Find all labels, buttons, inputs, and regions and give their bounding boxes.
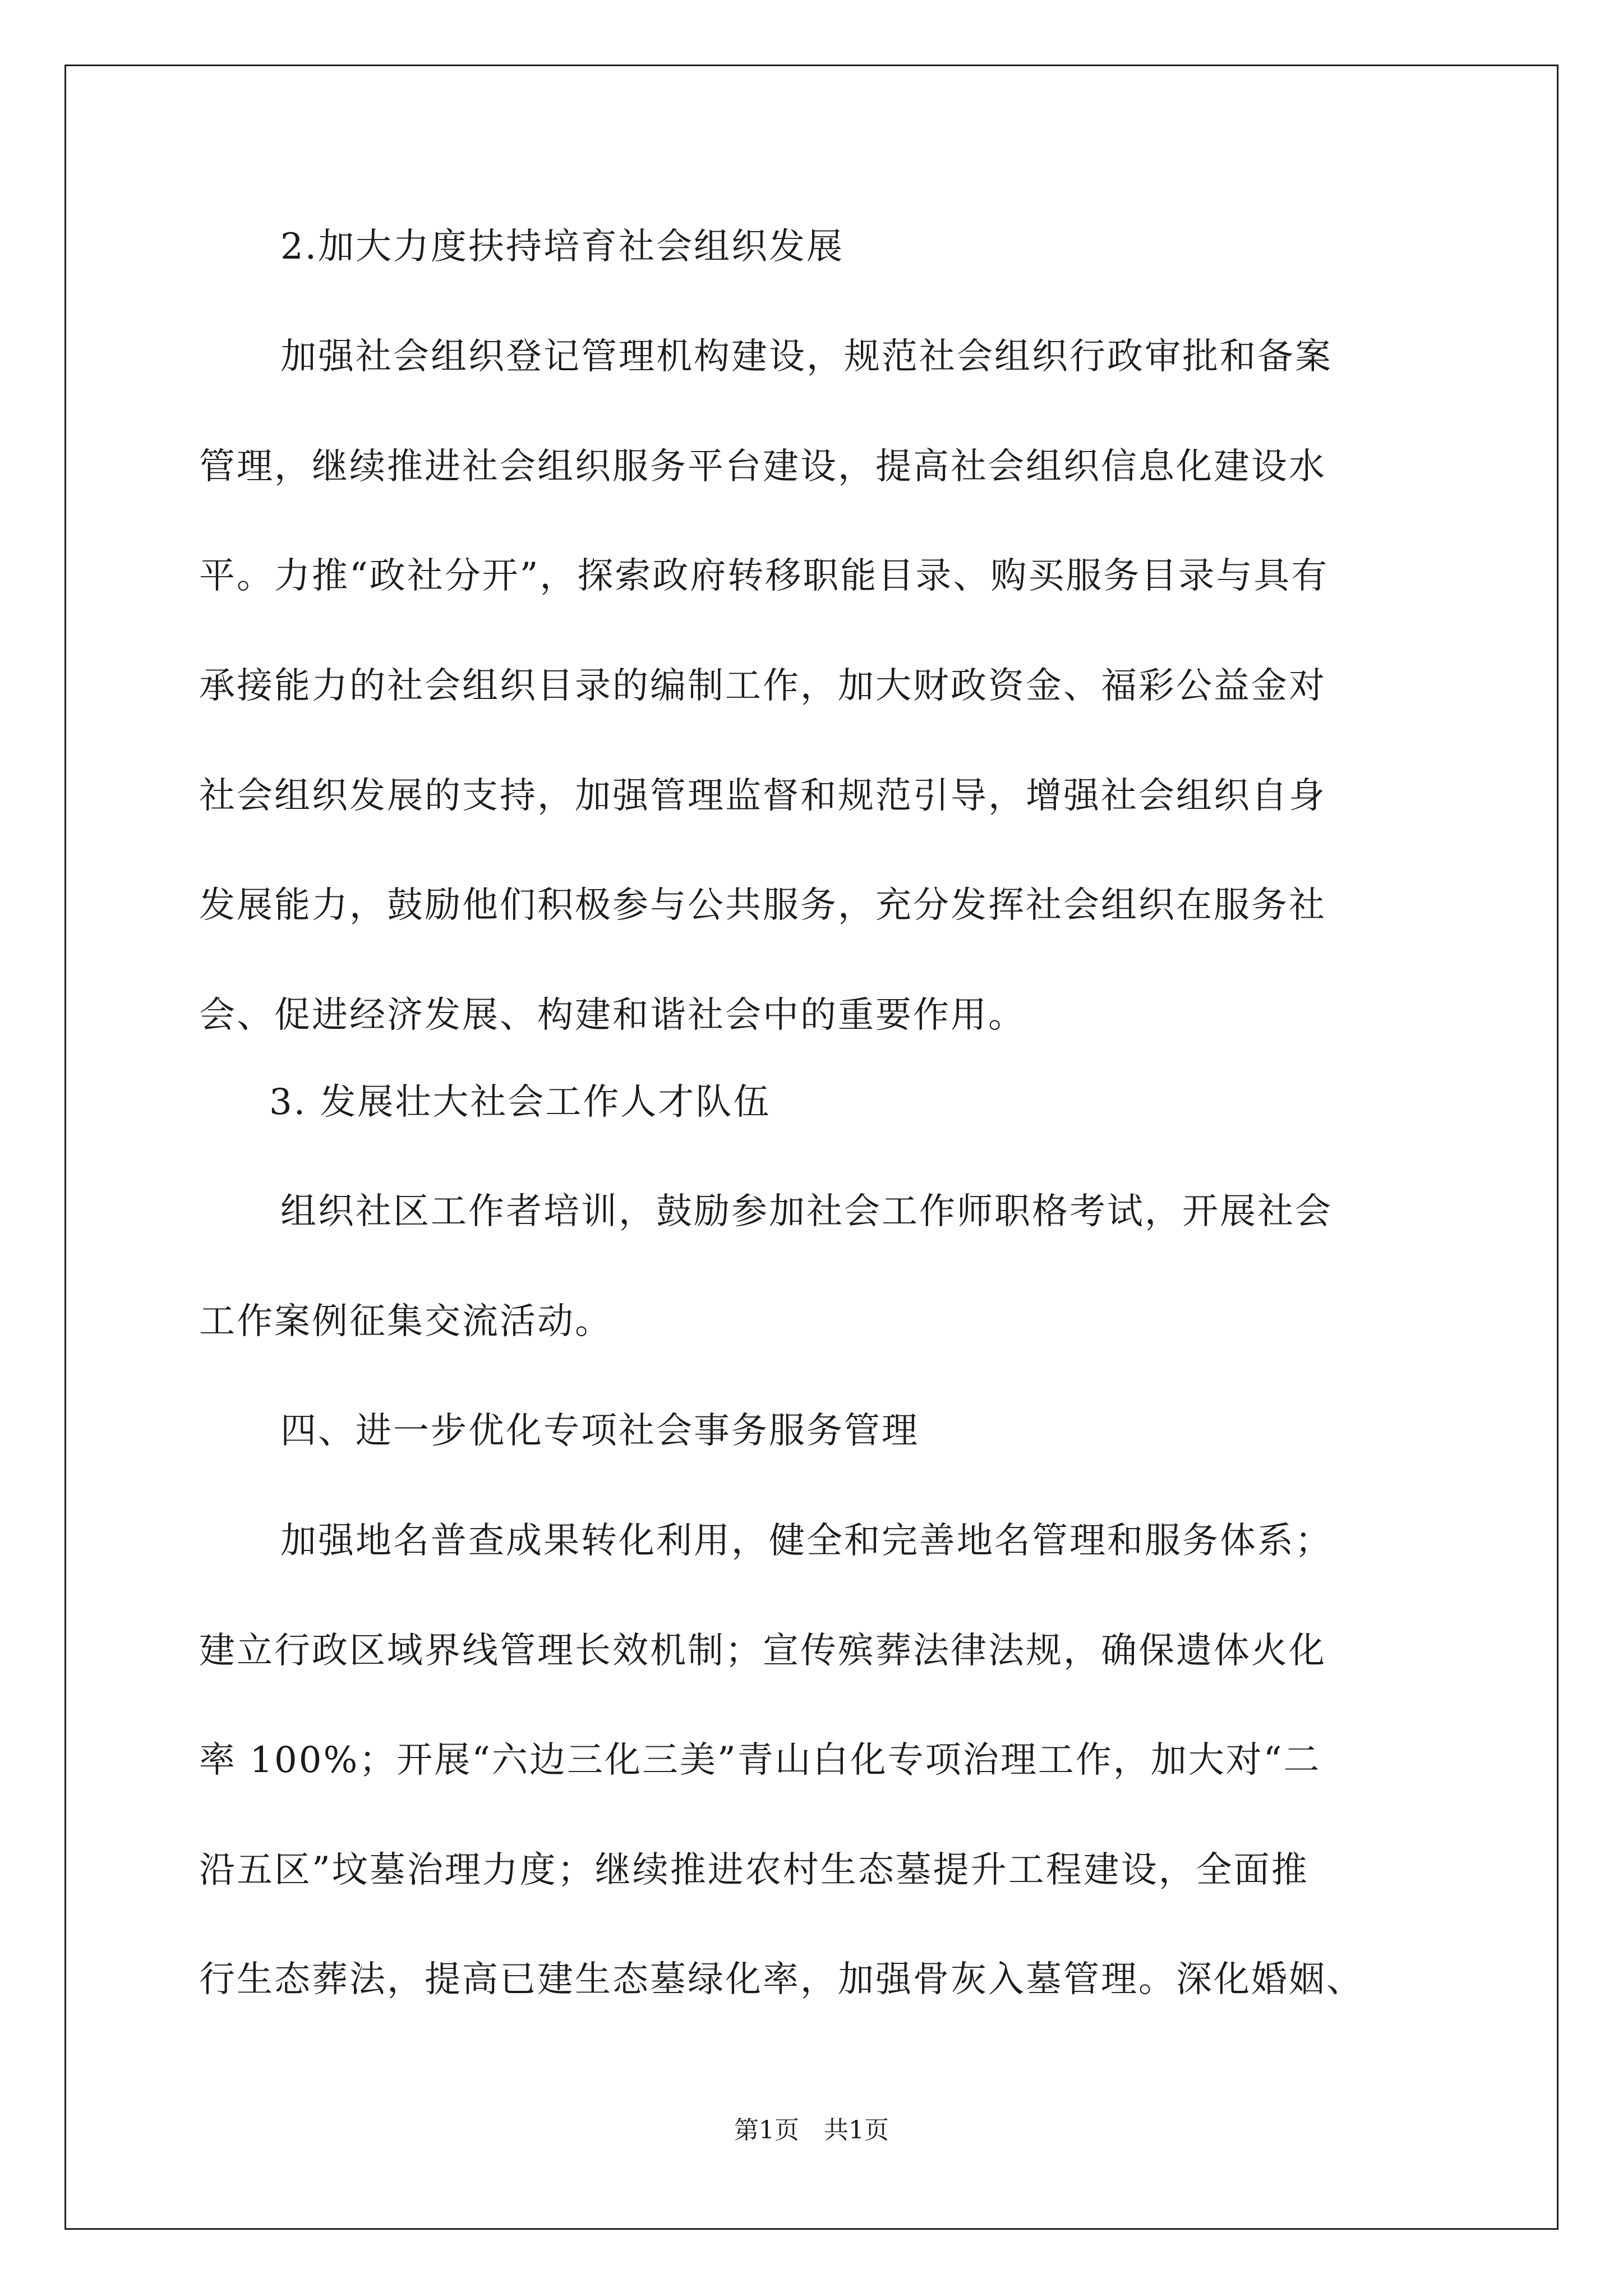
paragraph-line: 平。力推“政社分开”，探索政府转移职能目录、购买服务目录与具有 [199,555,1329,597]
paragraph-line: 加强社会组织登记管理机构建设，规范社会组织行政审批和备案 [280,336,1332,378]
page-border [64,65,1559,2230]
paragraph-line: 会、促进经济发展、构建和谐社会中的重要作用。 [199,995,1026,1036]
paragraph-line: 发展能力，鼓励他们积极参与公共服务，充分发挥社会组织在服务社 [199,885,1326,926]
paragraph-line: 加强地名普查成果转化利用，健全和完善地名管理和服务体系； [280,1520,1332,1562]
paragraph-line: 沿五区”坟墓治理力度；继续推进农村生态墓提升工程建设，全面推 [199,1849,1309,1891]
paragraph-line: 承接能力的社会组织目录的编制工作，加大财政资金、福彩公益金对 [199,665,1326,707]
section-heading-4: 四、进一步优化专项社会事务服务管理 [280,1410,919,1452]
paragraph-line: 管理，继续推进社会组织服务平台建设，提高社会组织信息化建设水 [199,446,1326,487]
paragraph-line: 社会组织发展的支持，加强管理监督和规范引导，增强社会组织自身 [199,775,1326,817]
paragraph-line: 行生态葬法，提高已建生态墓绿化率，加强骨灰入墓管理。深化婚姻、 [199,1959,1364,2000]
section-heading-2: 2.加大力度扶持培育社会组织发展 [280,226,845,268]
paragraph-line: 组织社区工作者培训，鼓励参加社会工作师职格考试，开展社会 [280,1191,1332,1232]
page-number-footer: 第1页 共1页 [734,2116,889,2145]
section-heading-3: 3. 发展壮大社会工作人才队伍 [269,1082,771,1123]
paragraph-line: 建立行政区域界线管理长效机制；宣传殡葬法律法规，确保遗体火化 [199,1630,1326,1672]
paragraph-line: 工作案例征集交流活动。 [199,1301,612,1342]
paragraph-line: 率 100%；开展“六边三化三美”青山白化专项治理工作，加大对“二 [199,1740,1321,1781]
